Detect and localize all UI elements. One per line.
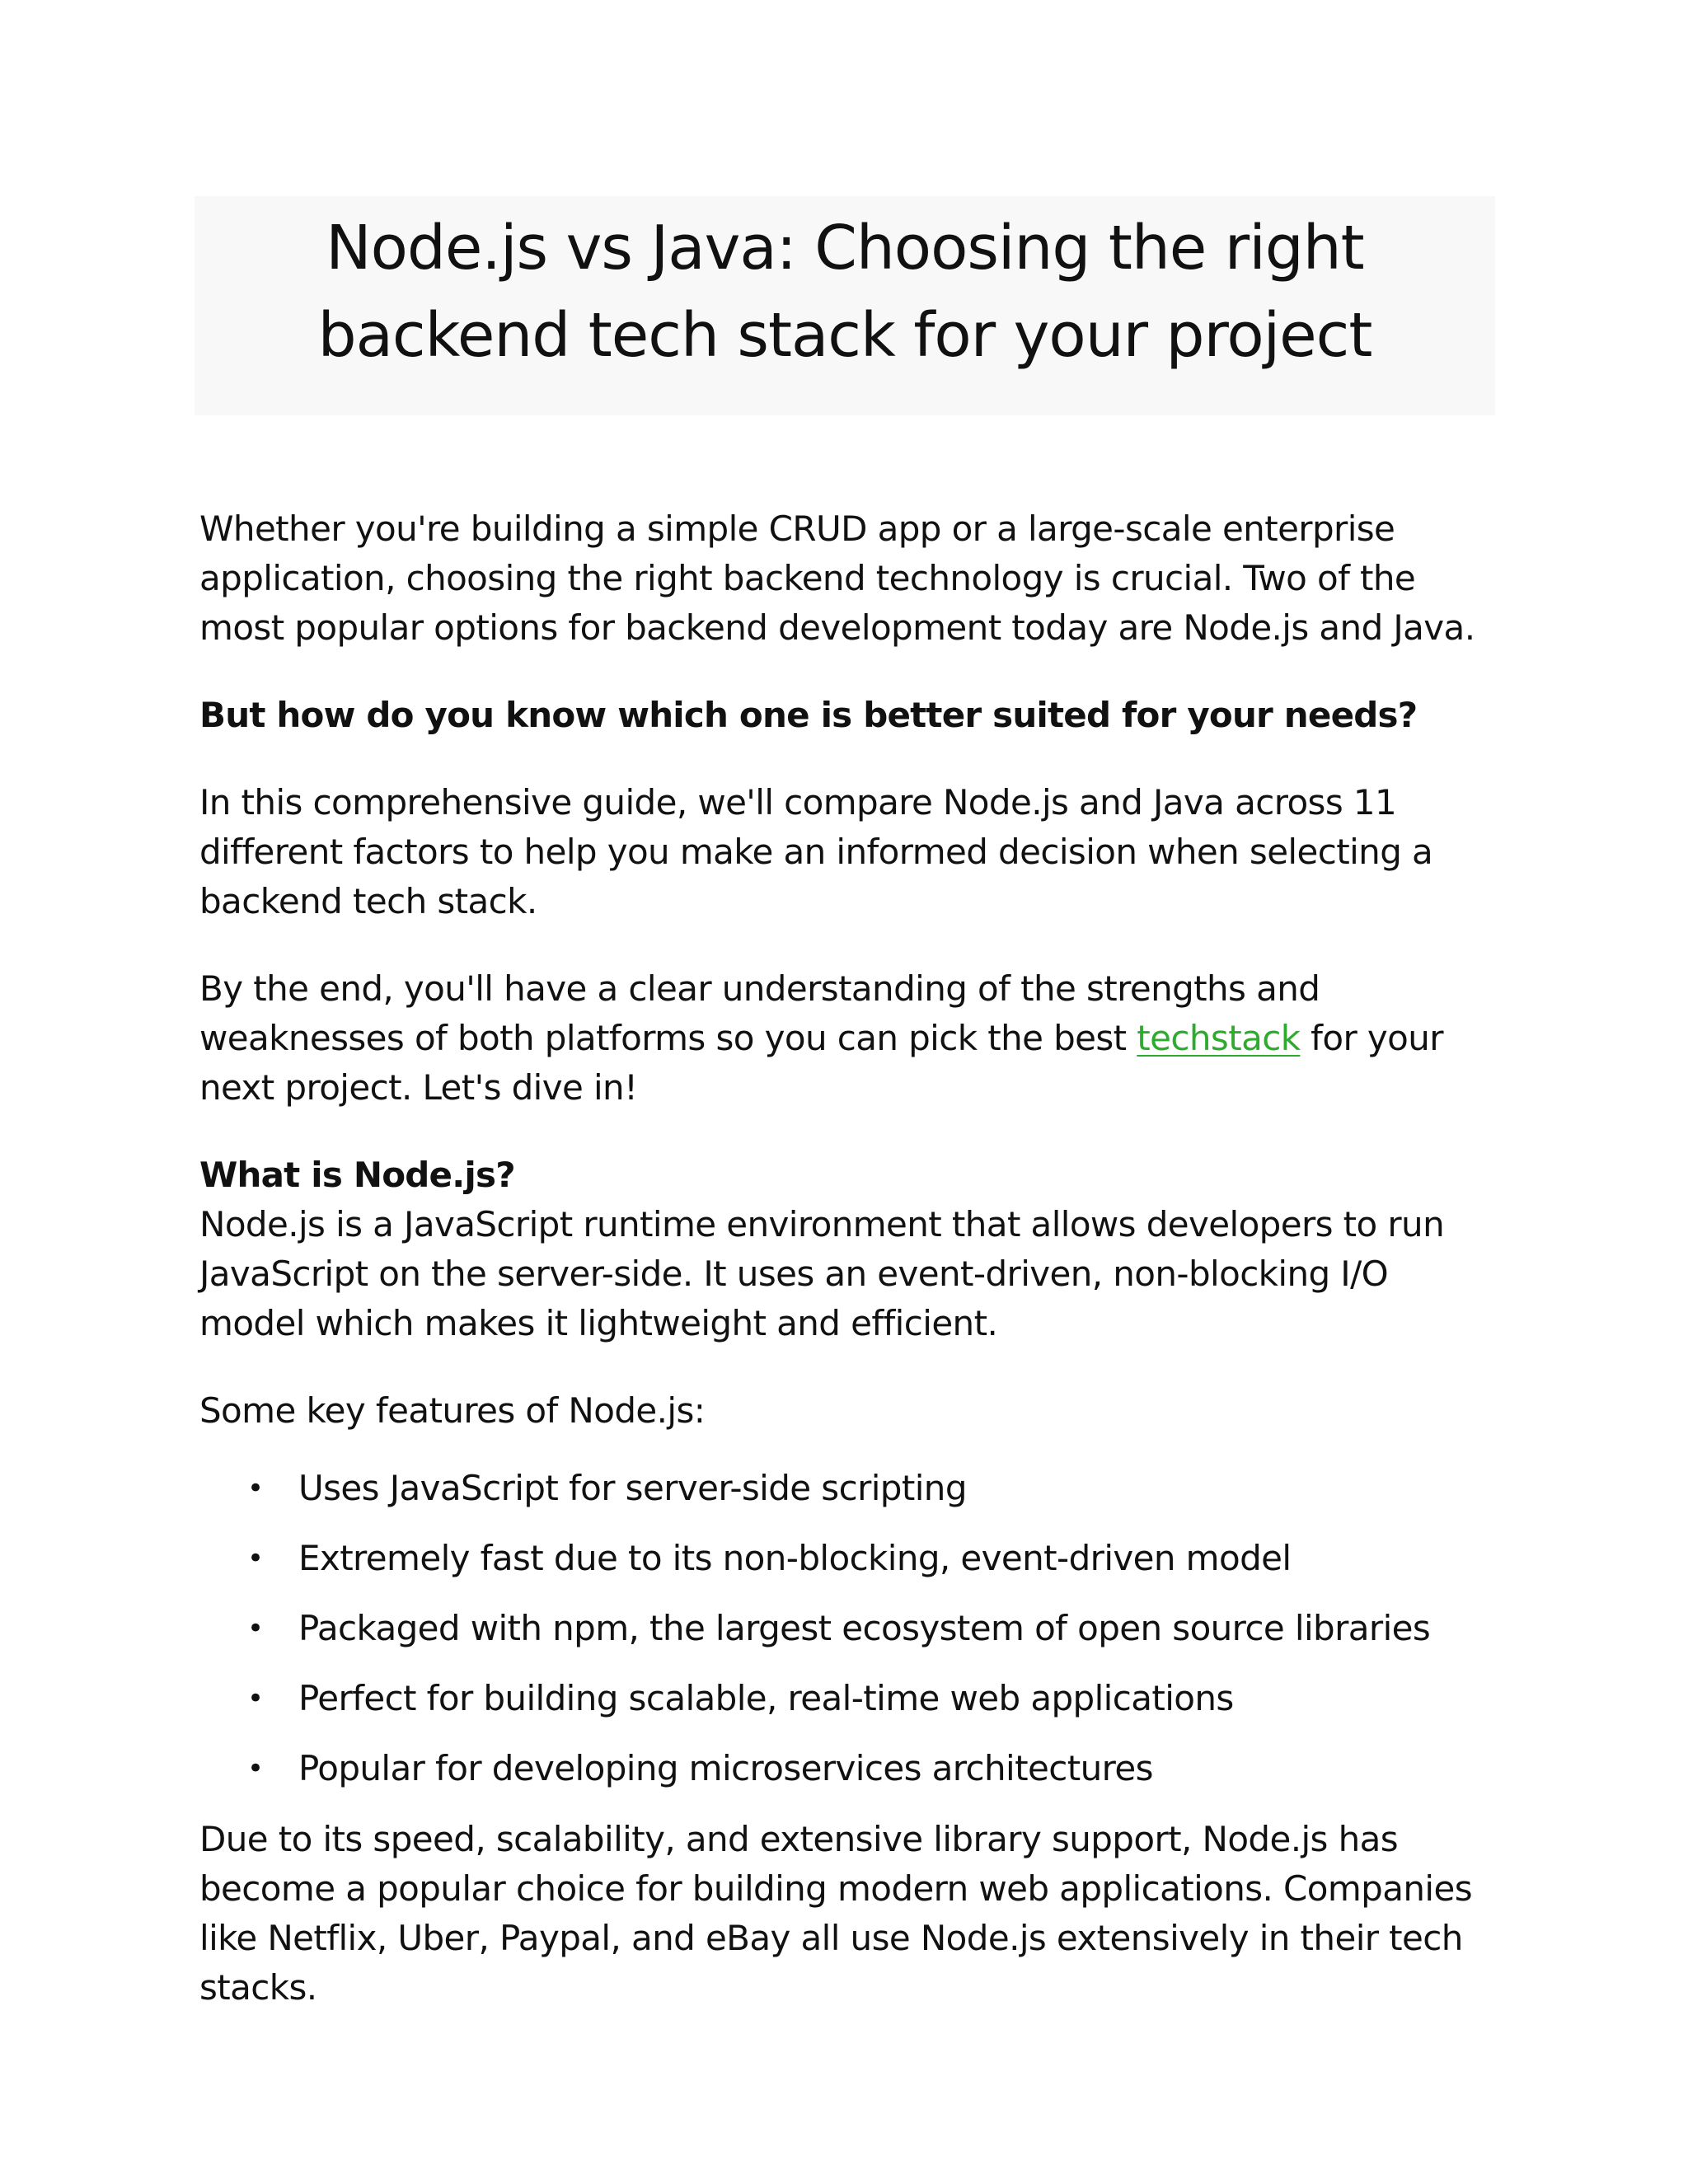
list-item xyxy=(199,1604,1502,1653)
features-intro: Some key features of Node.js: xyxy=(199,1390,706,1431)
list-item xyxy=(199,1464,1502,1513)
list-item xyxy=(199,1744,1502,1793)
bullet-icon: • xyxy=(247,1682,264,1715)
closing-paragraph xyxy=(199,964,1502,1113)
intro-paragraph: Whether you're building a simple CRUD app or a large-scale enterprise application, choosing the right backend technology is crucial. Two of the most popular options for backend development today are Node.js and Java. xyxy=(199,509,1475,648)
article-body xyxy=(199,504,1502,2013)
title-banner xyxy=(195,196,1495,415)
guide-paragraph: In this comprehensive guide, we'll compare Node.js and Java across 11 different factors to help you make an informed decision when selecting a backend tech stack. xyxy=(199,782,1433,921)
nodejs-heading: What is Node.js? xyxy=(199,1155,515,1195)
list-item xyxy=(199,1534,1502,1583)
features-list xyxy=(199,1464,1502,1793)
bullet-icon: • xyxy=(247,1612,264,1645)
techstack-link[interactable]: techstack xyxy=(1137,1018,1301,1058)
question-paragraph: But how do you know which one is better suited for your needs? xyxy=(199,695,1418,735)
feature-text: Packaged with npm, the largest ecosystem of open source libraries xyxy=(298,1608,1431,1648)
closing-text-after-link: for your next project. Let's dive in! xyxy=(199,1018,1443,1108)
page-title: Node.js vs Java: Choosing the right backend tech stack for your project xyxy=(317,213,1372,371)
feature-text: Extremely fast due to its non-blocking, event-driven model xyxy=(298,1538,1292,1578)
bullet-icon: • xyxy=(247,1472,264,1505)
feature-text: Popular for developing microservices architectures xyxy=(298,1748,1153,1788)
list-item xyxy=(199,1674,1502,1723)
nodejs-summary: Due to its speed, scalability, and extensive library support, Node.js has become a popular choice for building modern web applications. Companies like Netflix, Uber, Paypal, and eBay all use Node.js extensively in their tech stacks. xyxy=(199,1819,1472,2008)
bullet-icon: • xyxy=(247,1752,264,1785)
bullet-icon: • xyxy=(247,1542,264,1575)
nodejs-description: Node.js is a JavaScript runtime environment that allows developers to run JavaScript on the server-side. It uses an event-driven, non-blocking I/O model which makes it lightweight and efficient. xyxy=(199,1204,1445,1343)
closing-text-before-link: By the end, you'll have a clear understanding of the strengths and weaknesses of both platforms so you can pick the best xyxy=(199,968,1320,1058)
feature-text: Perfect for building scalable, real-time web applications xyxy=(298,1678,1234,1718)
feature-text: Uses JavaScript for server-side scripting xyxy=(298,1468,967,1508)
